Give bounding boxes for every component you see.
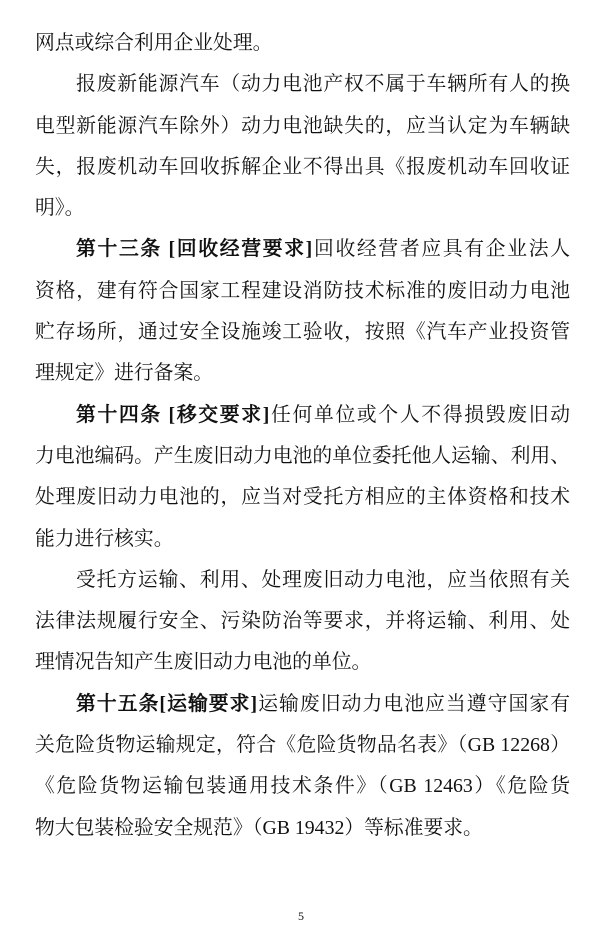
text-line: 物大包装检验安全规范》（GB 19432）等标准要求。	[35, 816, 483, 839]
paragraph	[35, 560, 570, 684]
article-heading: 第十三条 [回收经营要求]	[76, 238, 313, 261]
text-line: 理情况告知产生废旧动力电池的单位。	[35, 651, 372, 674]
article-text: 回收经营者应具有企业法人	[312, 238, 570, 261]
text-line: 电型新能源汽车除外）动力电池缺失的，应当认定为车辆缺	[35, 114, 570, 137]
text-line: 明》。	[35, 197, 85, 220]
text-line: 《危险货物运输包装通用技术条件》（GB 12463）《危险货	[35, 775, 570, 798]
text-line	[76, 684, 570, 725]
article-heading: 第十五条[运输要求]	[76, 692, 258, 715]
text-line: 贮存场所，通过安全设施竣工验收，按照《汽车产业投资管	[35, 321, 570, 344]
text-line: 资格，建有符合国家工程建设消防技术标准的废旧动力电池	[35, 279, 570, 302]
text-line: 失，报废机动车回收拆解企业不得出具《报废机动车回收证	[35, 155, 570, 178]
text-line: 报废新能源汽车（动力电池产权不属于车辆所有人的换	[76, 73, 570, 96]
article-text: 运输废旧动力电池应当遵守国家有	[257, 692, 570, 715]
paragraph	[35, 23, 570, 64]
text-line: 能力进行核实。	[35, 527, 174, 550]
text-line: 网点或综合利用企业处理。	[35, 32, 273, 54]
text-line: 处理废旧动力电池的，应当对受托方相应的主体资格和技术	[35, 486, 570, 509]
article-text: 任何单位或个人不得损毁废旧动	[269, 403, 570, 426]
text-line: 法律法规履行安全、污染防治等要求，并将运输、利用、处	[35, 610, 570, 633]
text-line: 理规定》进行备案。	[35, 362, 214, 385]
text-line	[76, 229, 570, 270]
document-body	[35, 23, 570, 849]
text-line: 关危险货物运输规定，符合《危险货物品名表》（GB 12268）	[35, 734, 570, 757]
article-14	[35, 395, 570, 560]
article-heading: 第十四条 [移交要求]	[76, 403, 270, 426]
text-line: 力电池编码。产生废旧动力电池的单位委托他人运输、利用、	[35, 444, 570, 467]
article-15	[35, 684, 570, 849]
text-line: 受托方运输、利用、处理废旧动力电池，应当依照有关	[76, 568, 570, 591]
page-number: 5	[298, 909, 304, 923]
paragraph	[35, 64, 570, 229]
article-13	[35, 229, 570, 394]
text-line	[76, 395, 570, 436]
